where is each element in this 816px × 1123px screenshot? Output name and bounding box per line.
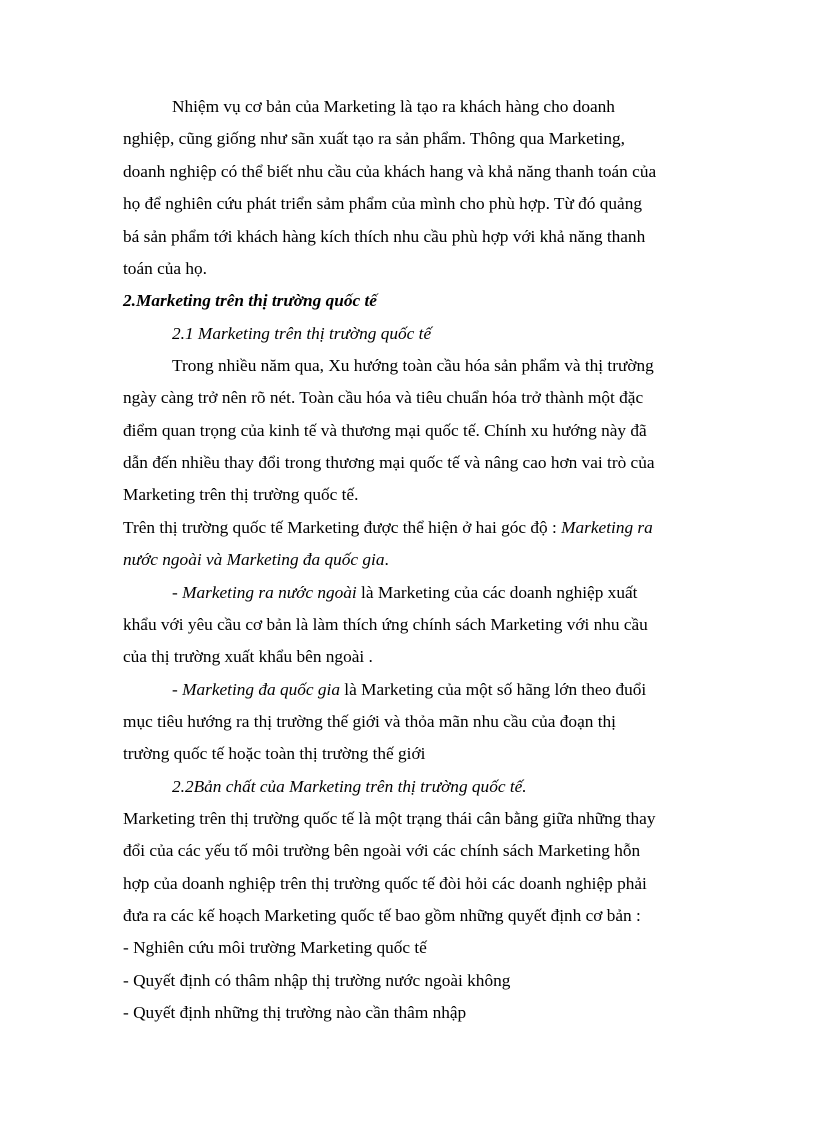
list-item-3: - Quyết định những thị trường nào cần thâm nhập <box>123 1003 467 1022</box>
paragraph-4-line-4: đưa ra các kế hoạch Marketing quốc tế bao gồm những quyết định cơ bản : <box>123 906 641 925</box>
bullet-1-line-2: khẩu với yêu cầu cơ bản là làm thích ứng chính sách Marketing với nhu cầu <box>123 615 648 634</box>
bullet-2-text: là Marketing của một số hãng lớn theo đuổi <box>339 680 647 699</box>
paragraph-2-line-4: dẫn đến nhiều thay đổi trong thương mại quốc tế và nâng cao hơn vai trò của <box>123 453 655 472</box>
bullet-2-term: Marketing đa quốc gia <box>182 680 340 699</box>
paragraph-2-line-1: Trong nhiều năm qua, Xu hướng toàn cầu hóa sản phẩm và thị trường <box>172 356 654 375</box>
paragraph-3-period: . <box>384 550 389 569</box>
paragraph-3-emphasis-cont: nước ngoài và Marketing đa quốc gia <box>123 550 385 569</box>
bullet-2-line-2: mục tiêu hướng ra thị trường thế giới và thỏa mãn nhu cầu của đoạn thị <box>123 712 616 731</box>
bullet-1-line-3: của thị trường xuất khẩu bên ngoài . <box>123 647 373 666</box>
bullet-1-dash: - <box>172 583 183 602</box>
bullet-1-text: là Marketing của các doanh nghiệp xuất <box>356 583 638 602</box>
paragraph-3-emphasis: Marketing ra <box>561 518 653 537</box>
paragraph-4-line-1: Marketing trên thị trường quốc tế là một trạng thái cân bằng giữa những thay <box>123 809 656 828</box>
bullet-1-term: Marketing ra nước ngoài <box>182 583 357 602</box>
paragraph-1-line-1: Nhiệm vụ cơ bản của Marketing là tạo ra khách hàng cho doanh <box>172 97 615 116</box>
bullet-2-line-3: trường quốc tế hoặc toàn thị trường thế giới <box>123 744 426 763</box>
paragraph-2-line-2: ngày càng trở nên rõ nét. Toàn cầu hóa và tiêu chuẩn hóa trở thành một đặc <box>123 388 644 407</box>
paragraph-3-text: Trên thị trường quốc tế Marketing được thể hiện ở hai góc độ : <box>123 518 562 537</box>
section-heading-2: 2.Marketing trên thị trường quốc tế <box>123 291 377 310</box>
paragraph-4-line-2: đổi của các yếu tố môi trường bên ngoài với các chính sách Marketing hỗn <box>123 841 641 860</box>
subsection-heading-2-1: 2.1 Marketing trên thị trường quốc tế <box>172 324 432 343</box>
list-item-2: - Quyết định có thâm nhập thị trường nước ngoài không <box>123 971 511 990</box>
paragraph-3-line-2 <box>123 544 389 576</box>
subsection-heading-2-2: 2.2Bản chất của Marketing trên thị trường quốc tế. <box>172 777 527 796</box>
paragraph-3-line-1 <box>123 512 653 544</box>
bullet-2-line-1 <box>172 674 646 706</box>
paragraph-1-line-5: bá sản phẩm tới khách hàng kích thích nhu cầu phù hợp với khả năng thanh <box>123 227 646 246</box>
paragraph-1-line-6: toán của họ. <box>123 259 207 278</box>
paragraph-4-line-3: hợp của doanh nghiệp trên thị trường quốc tế đòi hỏi các doanh nghiệp phải <box>123 874 647 893</box>
paragraph-2-line-3: điểm quan trọng của kinh tế và thương mại quốc tế. Chính xu hướng này đã <box>123 421 647 440</box>
paragraph-2-line-5: Marketing trên thị trường quốc tế. <box>123 485 359 504</box>
paragraph-1-line-3: doanh nghiệp có thể biết nhu cầu của khách hang và khả năng thanh toán của <box>123 162 657 181</box>
list-item-1: - Nghiên cứu môi trường Marketing quốc tế <box>123 938 427 957</box>
bullet-2-dash: - <box>172 680 183 699</box>
bullet-1-line-1 <box>172 577 637 609</box>
paragraph-1-line-2: nghiệp, cũng giống như sãn xuất tạo ra sản phẩm. Thông qua Marketing, <box>123 129 625 148</box>
paragraph-1-line-4: họ để nghiên cứu phát triển sảm phẩm của mình cho phù hợp. Từ đó quảng <box>123 194 643 213</box>
